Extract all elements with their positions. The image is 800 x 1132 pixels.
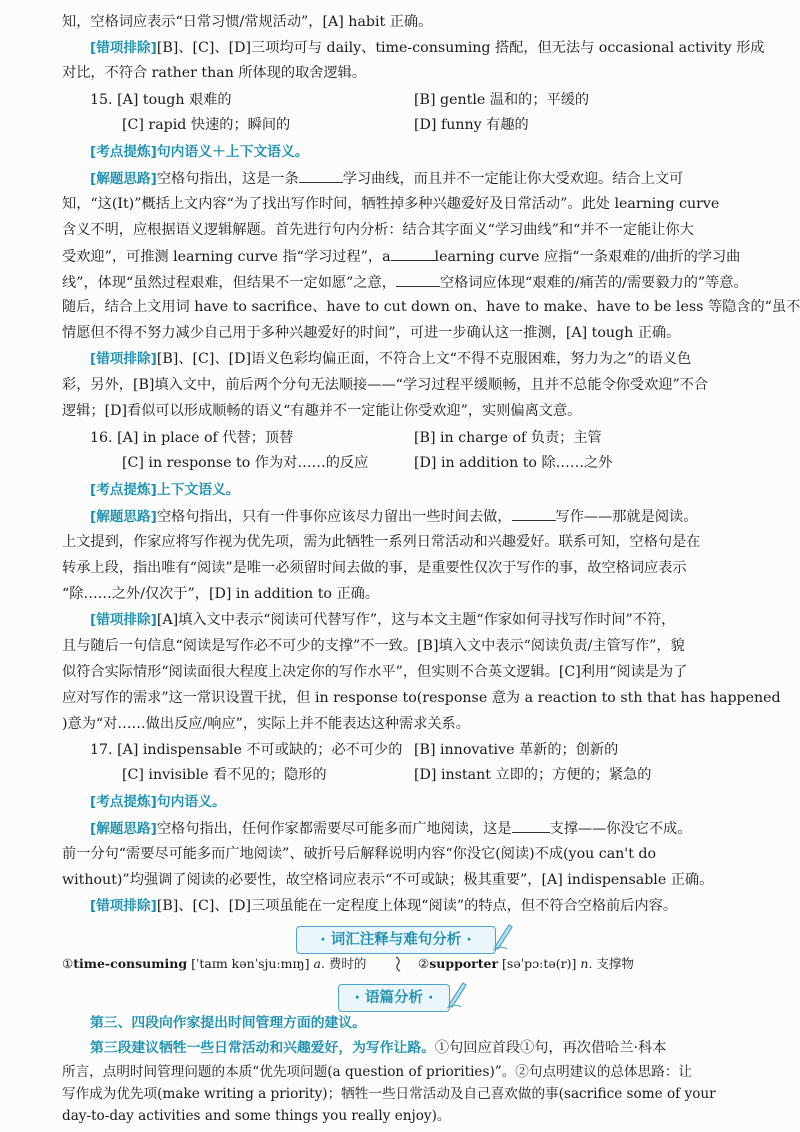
option-d: [D] funny 有趣的 bbox=[414, 117, 529, 133]
text-line: [错项排除][B]、[C]、[D]语义色彩均偏正面，不符合上文“不得不克服困难，努力为之”的语义色 bbox=[90, 351, 692, 367]
text-line: 上文提到，作家应将写作视为优先项，需为此牺牲一系列日常活动和兴趣爱好。联系可知，空格句是在 bbox=[62, 534, 701, 550]
key-point: [考点提炼]句内语义。 bbox=[90, 794, 226, 810]
passage-section-banner: · 语篇分析 · bbox=[338, 984, 450, 1012]
text-line: 且与随后一句信息“阅读是写作必不可少的支撑”不一致。[B]填入文中表示“阅读负责/主管写作”，貌 bbox=[62, 638, 685, 654]
text-line: 前一分句“需要尽可能多而广地阅读”、破折号后解释说明内容“你没它(阅读)不成(you can't do bbox=[62, 846, 657, 862]
text-line: 情愿但不得不努力减少自己用于多种兴趣爱好的时间”，可进一步确认这一推测，[A] tough 正确。 bbox=[62, 325, 681, 341]
option-b: [B] in charge of 负责；主管 bbox=[414, 430, 602, 446]
pen-icon bbox=[445, 979, 469, 1009]
error-elimination-tag: [错项排除] bbox=[90, 40, 157, 56]
text-line: 转承上段，指出唯有“阅读”是唯一必须留时间去做的事，是重要性仅次于写作的事，故空格词应表示 bbox=[62, 560, 687, 576]
divider-icon bbox=[393, 955, 403, 973]
text-line: [错项排除][A]填入文中表示“阅读可代替写作”，这与本文主题“作家如何寻找写作时间”不符， bbox=[90, 612, 676, 628]
text-line: )意为“对……做出反应/响应”，实际上并不能表达这种需求关系。 bbox=[62, 716, 470, 732]
text-line: 第三段建议牺牲一些日常活动和兴趣爱好，为写作让路。①句回应首段①句，再次借哈兰·科本 bbox=[90, 1040, 667, 1056]
text-line: 所言，点明时间管理问题的本质“优先项问题(a question of priorities)”。②句点明建议的总体思路：让 bbox=[62, 1064, 693, 1080]
text-line: 对比，不符合 rather than 所体现的取舍逻辑。 bbox=[62, 65, 367, 81]
answer-blank bbox=[299, 168, 343, 183]
text-line: 含义不明，应根据语义逻辑解题。首先进行句内分析：结合其字面义“学习曲线”和“并不一定能让你大 bbox=[62, 222, 694, 238]
option-d: [D] in addition to 除……之外 bbox=[414, 455, 613, 471]
text-line: day-to-day activities and some things you really enjoy)。 bbox=[62, 1108, 451, 1124]
text-line: 写作成为优先项(make writing a priority)；牺牲一些日常活动及自己喜欢做的事(sacrifice some of your bbox=[62, 1086, 716, 1102]
option-d: [D] instant 立即的；方便的；紧急的 bbox=[414, 767, 652, 783]
text-line: 应对写作的需求”这一常识设置干扰，但 in response to(response 意为 a reaction to sth that has happened bbox=[62, 690, 781, 706]
text-line: [解题思路]空格句指出，这是一条 学习曲线，而且并不一定能让你大受欢迎。结合上文可 bbox=[90, 168, 683, 189]
text-line: 逻辑；[D]看似可以形成顺畅的语义“有趣并不一定能让你受欢迎”，实则偏离文意。 bbox=[62, 403, 582, 419]
text-line: 随后，结合上文用词 have to sacrifice、have to cut down on、have to make、have to be less 等隐含的“虽不 bbox=[62, 299, 800, 315]
key-point: [考点提炼]上下文语义。 bbox=[90, 482, 240, 498]
option-a: 17. [A] indispensable 不可或缺的；必不可少的 bbox=[90, 742, 403, 758]
pen-icon bbox=[491, 921, 515, 951]
answer-blank bbox=[512, 506, 556, 521]
option-c: [C] in response to 作为对……的反应 bbox=[122, 455, 369, 471]
option-b: [B] innovative 革新的；创新的 bbox=[414, 742, 619, 758]
text-line: without)”均强调了阅读的必要性，故空格词应表示“不可或缺；极其重要”，[A] indispensable 正确。 bbox=[62, 872, 714, 888]
option-a: 16. [A] in place of 代替；顶替 bbox=[90, 430, 294, 446]
text-line: [解题思路]空格句指出，只有一件事你应该尽力留出一些时间去做， 写作——那就是阅读。 bbox=[90, 506, 697, 527]
key-point: [考点提炼]句内语义＋上下文语义。 bbox=[90, 144, 309, 160]
option-b: [B] gentle 温和的；平缓的 bbox=[414, 92, 590, 108]
text-line: [解题思路]空格句指出，任何作家都需要尽可能多而广地阅读，这是 支撑——你没它不成。 bbox=[90, 818, 691, 839]
text-line: 线”，体现“虽然过程艰难，但结果不一定如愿”之意， 空格词应体现“艰难的/痛苦的/需要毅力的”等意。 bbox=[62, 272, 748, 293]
text-line: 受欢迎”，可推测 learning curve 指“学习过程”，a learning curve 应指“一条艰难的/曲折的学习曲 bbox=[62, 246, 740, 267]
vocab-section-banner: · 词汇注释与难句分析 · bbox=[296, 926, 496, 954]
text-line: 知，空格词应表示“日常习惯/常规活动”，[A] habit 正确。 bbox=[62, 14, 433, 30]
option-a: 15. [A] tough 艰难的 bbox=[90, 92, 232, 108]
answer-blank bbox=[512, 818, 550, 833]
answer-blank bbox=[396, 272, 440, 287]
answer-blank bbox=[391, 246, 435, 261]
text-line: [错项排除][B]、[C]、[D]三项均可与 daily、time-consuming 搭配，但无法与 occasional activity 形成 bbox=[90, 40, 765, 56]
option-c: [C] rapid 快速的；瞬间的 bbox=[122, 117, 291, 133]
text-line: 似符合实际情形“阅读面很大程度上决定你的写作水平”，但实则不合英文逻辑。[C]利用“阅读是为了 bbox=[62, 664, 688, 680]
option-c: [C] invisible 看不见的；隐形的 bbox=[122, 767, 327, 783]
text-line: [错项排除][B]、[C]、[D]三项虽能在一定程度上体现“阅读”的特点，但不符合空格前后内容。 bbox=[90, 898, 678, 914]
vocab-item: ①time-consuming [ˈtaɪm kənˈsjuːmɪŋ] a. 费时的 bbox=[62, 956, 367, 971]
vocab-item: ②supporter [səˈpɔːtə(r)] n. 支撑物 bbox=[418, 956, 634, 971]
text-line: “除……之外/仅次于”，[D] in addition to 正确。 bbox=[62, 586, 380, 602]
text-line: 知，“这(It)”概括上文内容“为了找出写作时间，牺牲掉多种兴趣爱好及日常活动”。此处 learning curve bbox=[62, 196, 720, 212]
section-heading: 第三、四段向作家提出时间管理方面的建议。 bbox=[90, 1015, 366, 1031]
text-line: 彩，另外，[B]填入文中，前后两个分句无法顺接——“学习过程平缓顺畅，且并不总能令你受欢迎”不合 bbox=[62, 377, 709, 393]
